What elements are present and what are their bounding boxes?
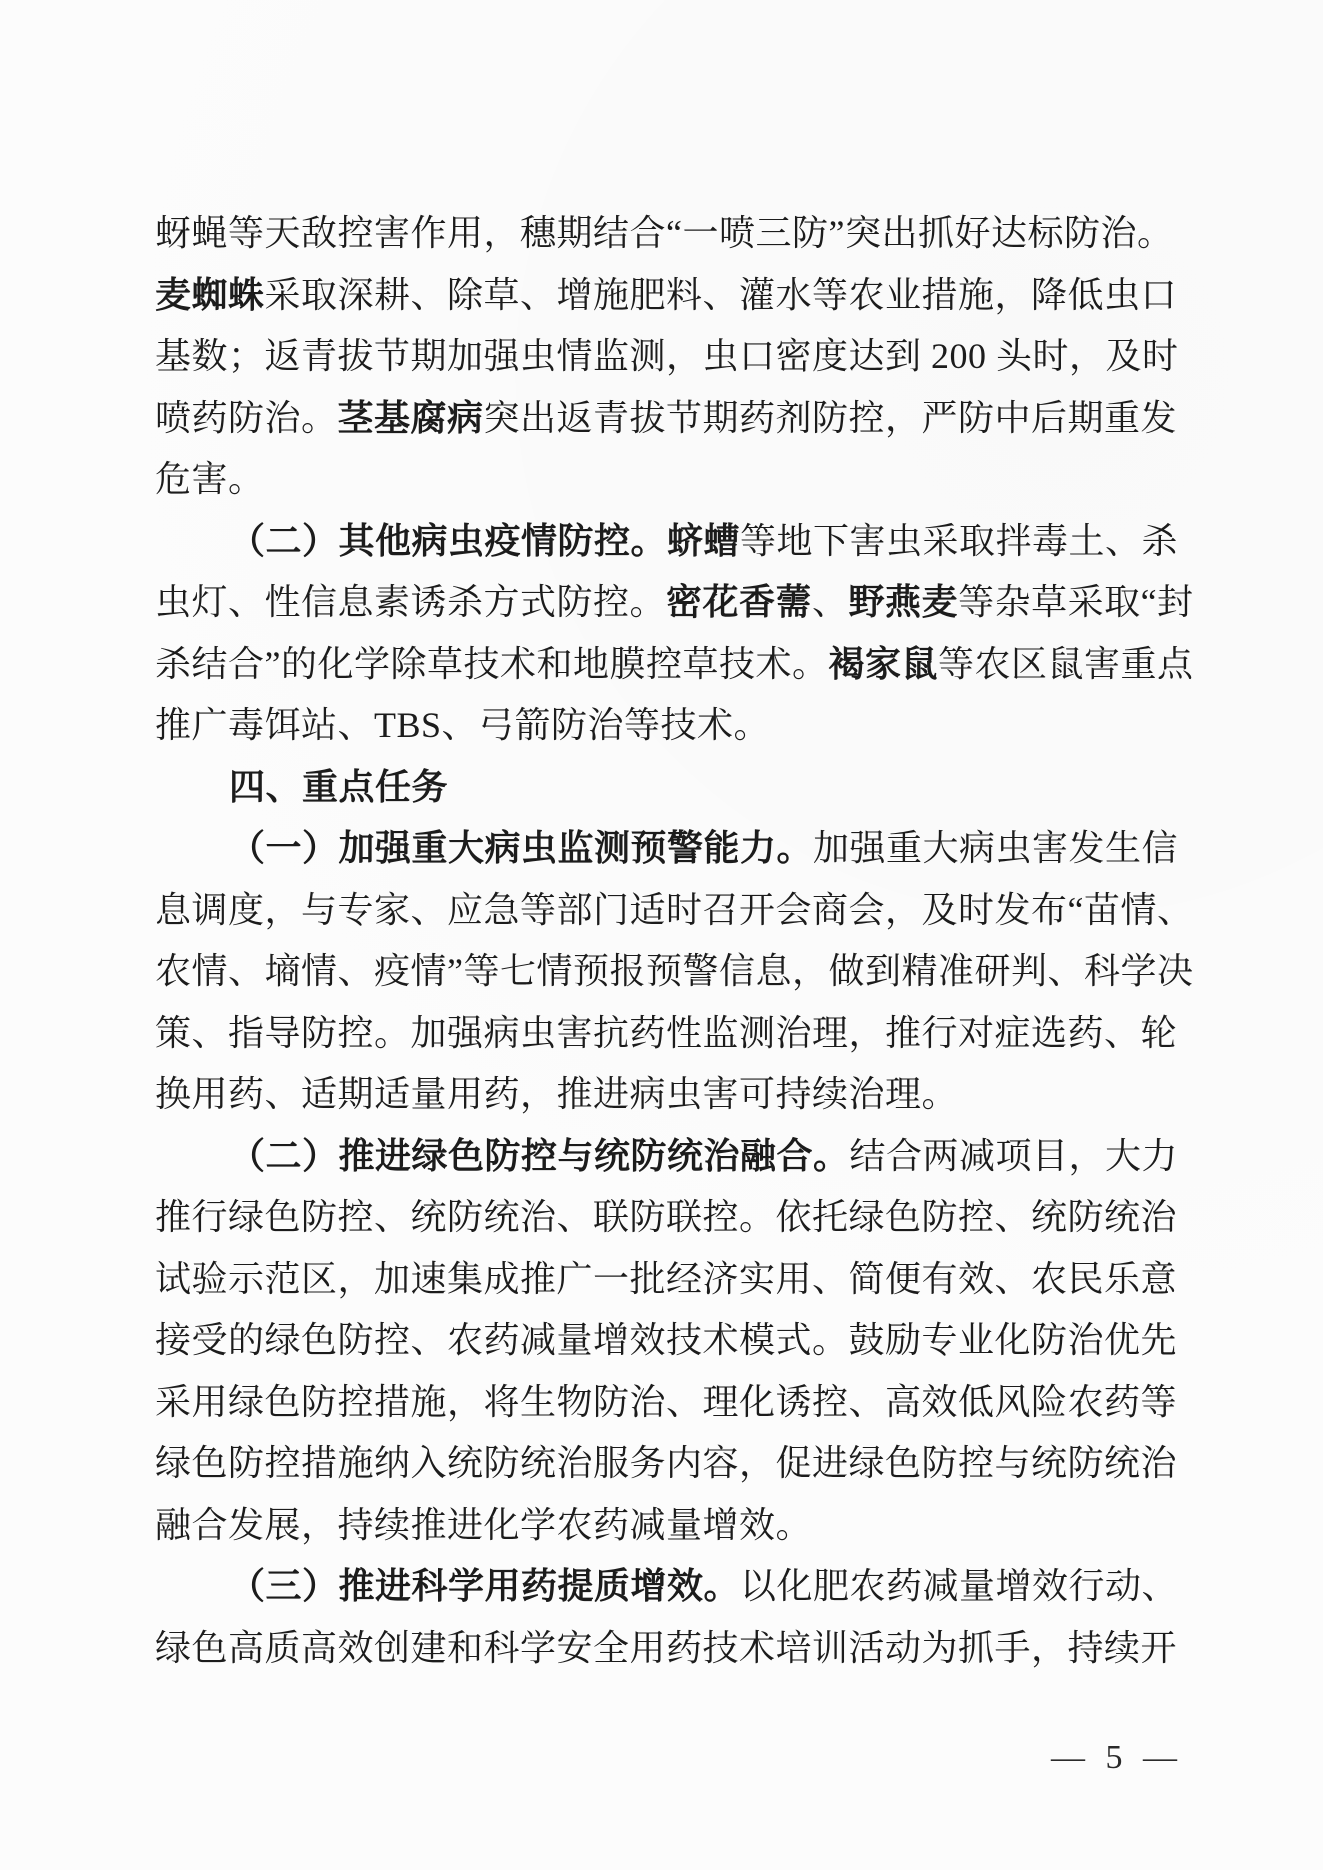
emphasized-term: 茎基腐病 [337,397,484,438]
text-line [155,941,1194,1003]
text-line [155,388,1177,450]
text-line [155,1372,1177,1434]
text-line [155,265,1177,327]
body-text: 基数；返青拔节期加强虫情监测，虫口密度达到 200 头时，及时 [155,336,1179,376]
emphasized-term: 密花香薷 [666,582,813,622]
emphasized-term: 褐家鼠 [828,643,938,684]
text-line [155,1556,1177,1618]
text-line [155,1618,1177,1680]
text-line [155,1126,1177,1188]
body-text: 采取深耕、除草、增施肥料、灌水等农业措施，降低虫口 [264,274,1178,315]
body-text: 推广毒饵站、TBS、弓箭防治等技术。 [155,705,771,745]
text-line [155,1064,1177,1126]
text-line [155,818,1177,880]
text-line [155,634,1194,696]
body-text: 、 [812,582,849,622]
text-line [155,203,1177,265]
emphasized-term: 蛴螬 [667,520,741,561]
text-line [155,511,1177,573]
emphasized-term: 四、重点任务 [229,766,449,807]
body-text: 试验示范区，加速集成推广一批经济实用、简便有效、农民乐意 [155,1258,1178,1299]
document-lines [155,203,1194,1679]
body-text: 危害。 [155,459,265,499]
body-text: 推行绿色防控、统防统治、联防联控。依托绿色防控、统防统治 [155,1197,1178,1237]
body-text: 接受的绿色防控、农药减量增效技术模式。鼓励专业化防治优先 [155,1320,1178,1360]
body-text: 农情、墒情、疫情”等七情预报预警信息，做到精准研判、科学决 [155,951,1194,991]
text-line [155,326,1177,388]
emphasized-term: （一）加强重大病虫监测预警能力。 [229,828,814,868]
text-line [155,1433,1177,1495]
body-text: 融合发展，持续推进化学农药减量增效。 [155,1504,813,1545]
body-text: 绿色高质高效创建和科学安全用药技术培训活动为抓手，持续开 [155,1627,1178,1668]
body-text: 结合两减项目，大力 [849,1135,1179,1176]
body-text: 加强重大病虫害发生信 [813,828,1179,868]
body-text: 等农区鼠害重点 [938,643,1194,684]
text-line [155,449,1177,511]
body-text: 等杂草采取“封 [958,582,1194,622]
body-text: 蚜蝇等天敌控害作用，穗期结合“一喷三防”突出抓好达标防治。 [155,213,1174,253]
emphasized-term: 野燕麦 [848,582,959,622]
text-line [155,1495,1177,1557]
body-text: 杀结合”的化学除草技术和地膜控草技术。 [155,643,829,684]
body-text: 突出返青拔节期药剂防控，严防中后期重发 [483,397,1178,438]
text-line [155,695,1177,757]
body-text: 以化肥农药减量增效行动、 [740,1566,1179,1606]
emphasized-term: 麦蜘蛛 [155,274,265,315]
emphasized-term: （三）推进科学用药提质增效。 [229,1566,741,1606]
body-text: 绿色防控措施纳入统防统治服务内容，促进绿色防控与统防统治 [155,1443,1178,1483]
body-text: 息调度，与专家、应急等部门适时召开会商会，及时发布“苗情、 [155,889,1194,930]
text-line [155,1187,1177,1249]
body-text: 换用药、适期适量用药，推进病虫害可持续治理。 [155,1074,959,1114]
emphasized-term: （二）推进绿色防控与统防统治融合。 [229,1135,850,1176]
text-line [155,1249,1177,1311]
body-text: 喷药防治。 [155,397,338,438]
emphasized-term: （二）其他病虫疫情防控。 [229,520,668,561]
body-text: 策、指导防控。加强病虫害抗药性监测治理，推行对症选药、轮 [155,1012,1178,1053]
body-text: 虫灯、性信息素诱杀方式防控。 [155,582,667,622]
text-line [155,757,1177,819]
text-line [155,880,1194,942]
body-text: 等地下害虫采取拌毒土、杀 [740,520,1179,561]
page-number: — 5 — [1051,1739,1183,1776]
body-text: 采用绿色防控措施，将生物防治、理化诱控、高效低风险农药等 [155,1381,1178,1422]
text-line [155,1003,1177,1065]
text-line [155,1310,1177,1372]
text-line [155,572,1194,634]
